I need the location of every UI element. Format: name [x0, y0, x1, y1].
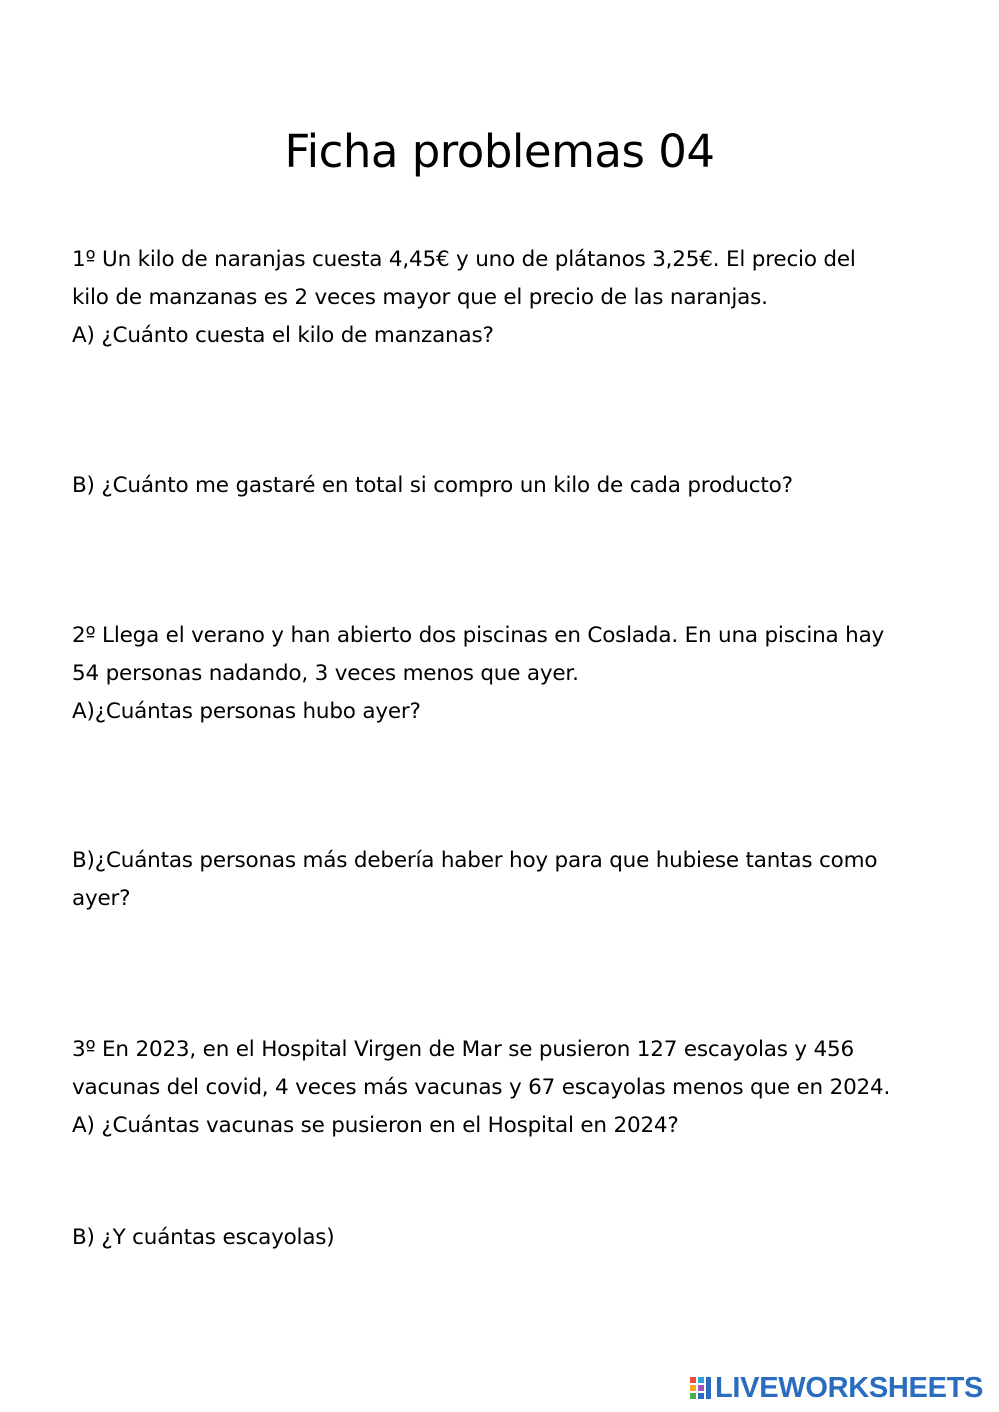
liveworksheets-logo	[690, 1372, 983, 1404]
problem-3-question-b: B) ¿Y cuántas escayolas)	[72, 1225, 335, 1250]
problem-1-question-a: A) ¿Cuánto cuesta el kilo de manzanas?	[72, 323, 494, 348]
problem-1-statement-line-1: 1º Un kilo de naranjas cuesta 4,45€ y uno de plátanos 3,25€. El precio del	[72, 247, 856, 272]
problem-3-question-a: A) ¿Cuántas vacunas se pusieron en el Hospital en 2024?	[72, 1113, 679, 1138]
problem-1-question-b: B) ¿Cuánto me gastaré en total si compro un kilo de cada producto?	[72, 473, 793, 498]
problem-1-statement-line-2: kilo de manzanas es 2 veces mayor que el precio de las naranjas.	[72, 285, 768, 310]
problem-2-question-b-line-2: ayer?	[72, 886, 131, 911]
problem-2-question-a: A)¿Cuántas personas hubo ayer?	[72, 699, 421, 724]
problem-2-statement-line-2: 54 personas nadando, 3 veces menos que ayer.	[72, 661, 579, 686]
problem-3-statement-line-1: 3º En 2023, en el Hospital Virgen de Mar se pusieron 127 escayolas y 456	[72, 1037, 854, 1062]
liveworksheets-logo-text: LIVEWORKSHEETS	[715, 1372, 984, 1404]
problem-3-statement-line-2: vacunas del covid, 4 veces más vacunas y 67 escayolas menos que en 2024.	[72, 1075, 891, 1100]
problem-2-question-b-line-1: B)¿Cuántas personas más debería haber hoy para que hubiese tantas como	[72, 848, 878, 873]
page-title: Ficha problemas 04	[284, 125, 715, 178]
problem-2-statement-line-1: 2º Llega el verano y han abierto dos piscinas en Coslada. En una piscina hay	[72, 623, 885, 648]
liveworksheets-logo-icon	[690, 1375, 712, 1401]
